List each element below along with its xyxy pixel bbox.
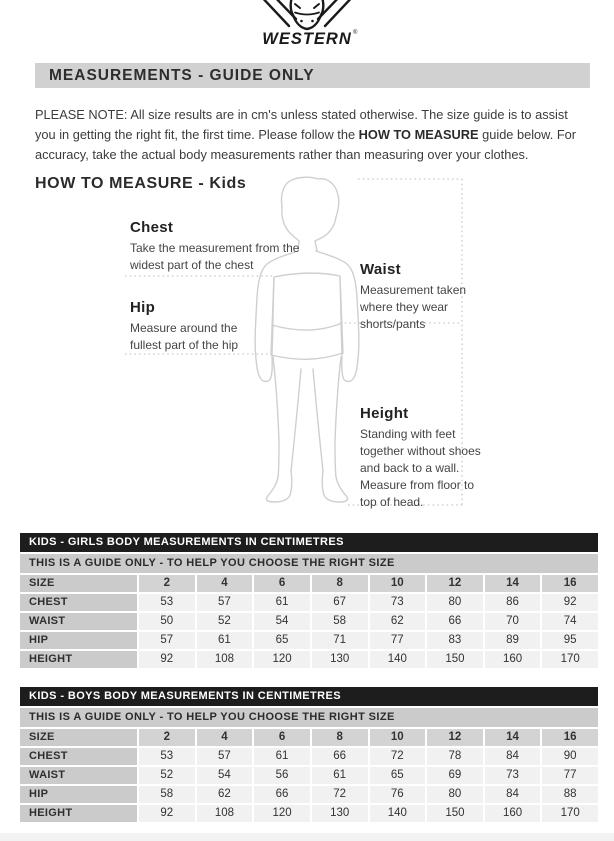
note-text [35,105,579,165]
measure-label-waist [360,261,475,333]
note-rest: guide below. For accuracy, take the actual body measurements rather than measuring over your clothes. [35,127,577,162]
cell-value: 95 [542,632,598,649]
cell-value: 160 [485,805,541,822]
cell-value: 80 [427,786,483,803]
cell-value: 10 [370,575,426,592]
cell-value: 86 [485,594,541,611]
size-header-row [20,575,598,592]
row-label: WAIST [20,767,137,784]
cell-value: 2 [139,575,195,592]
row-label: CHEST [20,594,137,611]
cell-value: 76 [370,786,426,803]
measure-title: Hip [130,299,156,316]
cell-value: 73 [485,767,541,784]
table-title: KIDS - BOYS BODY MEASUREMENTS IN CENTIMETRES [20,687,598,706]
measure-title: Chest [130,219,174,236]
cell-value: 52 [139,767,195,784]
table-row [20,594,598,611]
cell-value: 61 [254,748,310,765]
cell-value: 80 [427,594,483,611]
how-to-measure-section [0,173,614,520]
cell-value: 53 [139,594,195,611]
measure-title: Waist [360,261,401,278]
cell-value: 84 [485,748,541,765]
cell-value: 62 [370,613,426,630]
brand-name: WESTERN [262,30,352,47]
cell-value: 16 [542,575,598,592]
cell-value: 10 [370,729,426,746]
cell-value: 12 [427,575,483,592]
cell-value: 83 [427,632,483,649]
table-subtitle: THIS IS A GUIDE ONLY - TO HELP YOU CHOOSE THE RIGHT SIZE [20,554,598,573]
steer-head-icon [257,0,357,29]
cell-value: 77 [542,767,598,784]
note-bold-phrase: HOW TO MEASURE [358,127,479,142]
cell-value: 92 [139,805,195,822]
cell-value: 66 [254,786,310,803]
measure-label-chest [130,219,305,274]
cell-value: 72 [312,786,368,803]
western-logo [237,0,377,47]
cell-value: 73 [370,594,426,611]
cell-value: 53 [139,748,195,765]
cell-value: 71 [312,632,368,649]
row-label: WAIST [20,613,137,630]
cell-value: 61 [254,594,310,611]
measure-desc: Measure around the fullest part of the hip [130,321,239,352]
cell-value: 72 [370,748,426,765]
measure-label-hip [130,299,270,354]
kid-body-diagram [18,173,596,518]
cell-value: 140 [370,651,426,668]
cell-value: 12 [427,729,483,746]
size-header-row [20,729,598,746]
table-row [20,767,598,784]
measure-desc: Standing with feet together without shoes and back to a wall. Measure from floor to top of head. [360,427,481,509]
measure-title: Height [360,405,409,422]
cell-value: 66 [312,748,368,765]
cell-value: 52 [197,613,253,630]
cell-value: 92 [139,651,195,668]
cell-value: 61 [312,767,368,784]
cell-value: 6 [254,575,310,592]
cell-value: 57 [197,748,253,765]
cell-value: 65 [370,767,426,784]
table-row [20,786,598,803]
cell-value: 62 [197,786,253,803]
cell-value: 14 [485,729,541,746]
table-row [20,632,598,649]
cell-value: 70 [485,613,541,630]
brand-header [0,0,614,47]
row-label: HIP [20,632,137,649]
cell-value: 170 [542,651,598,668]
table-row [20,613,598,630]
cell-value: 74 [542,613,598,630]
cell-value: 56 [254,767,310,784]
cell-value: 8 [312,575,368,592]
cell-value: 16 [542,729,598,746]
row-label: SIZE [20,575,137,592]
cell-value: 2 [139,729,195,746]
cell-value: 67 [312,594,368,611]
note-prefix: PLEASE NOTE: [35,107,131,122]
cell-value: 130 [312,805,368,822]
cell-value: 8 [312,729,368,746]
table-row [20,651,598,668]
cell-value: 58 [139,786,195,803]
cell-value: 120 [254,651,310,668]
cell-value: 77 [370,632,426,649]
page-title: MEASUREMENTS - GUIDE ONLY [35,63,590,88]
measure-desc: Take the measurement from the widest part of the chest [130,241,300,272]
cell-value: 57 [197,594,253,611]
cell-value: 58 [312,613,368,630]
cell-value: 88 [542,786,598,803]
registered-mark: ® [353,30,358,36]
cell-value: 57 [139,632,195,649]
section-heading: HOW TO MEASURE - Kids [35,175,247,192]
cell-value: 160 [485,651,541,668]
cell-value: 170 [542,805,598,822]
row-label: HEIGHT [20,805,137,822]
cell-value: 4 [197,575,253,592]
cell-value: 50 [139,613,195,630]
cell-value: 66 [427,613,483,630]
cell-value: 14 [485,575,541,592]
cell-value: 69 [427,767,483,784]
bottom-strip [0,833,614,841]
cell-value: 108 [197,651,253,668]
table-row [20,805,598,822]
measure-label-height [360,405,485,511]
table-subtitle: THIS IS A GUIDE ONLY - TO HELP YOU CHOOSE THE RIGHT SIZE [20,708,598,727]
note-body: All size results are in cm's unless stated otherwise. The size guide is to assist you in getting the right fit, the first time. Please follow the [35,107,568,142]
row-label: HEIGHT [20,651,137,668]
row-label: HIP [20,786,137,803]
cell-value: 4 [197,729,253,746]
cell-value: 61 [197,632,253,649]
steer-nostril [311,20,314,23]
cell-value: 90 [542,748,598,765]
girls-measurements-table [20,533,598,668]
row-label: SIZE [20,729,137,746]
table-title: KIDS - GIRLS BODY MEASUREMENTS IN CENTIMETRES [20,533,598,552]
cell-value: 140 [370,805,426,822]
cell-value: 84 [485,786,541,803]
cell-value: 54 [254,613,310,630]
cell-value: 54 [197,767,253,784]
row-label: CHEST [20,748,137,765]
cell-value: 130 [312,651,368,668]
table-row [20,748,598,765]
cell-value: 89 [485,632,541,649]
cell-value: 108 [197,805,253,822]
steer-nostril [300,20,303,23]
boys-measurements-table [20,687,598,822]
measure-desc: Measurement taken where they wear shorts/pants [360,283,467,331]
cell-value: 120 [254,805,310,822]
cell-value: 78 [427,748,483,765]
cell-value: 150 [427,805,483,822]
cell-value: 150 [427,651,483,668]
cell-value: 6 [254,729,310,746]
cell-value: 92 [542,594,598,611]
cell-value: 65 [254,632,310,649]
